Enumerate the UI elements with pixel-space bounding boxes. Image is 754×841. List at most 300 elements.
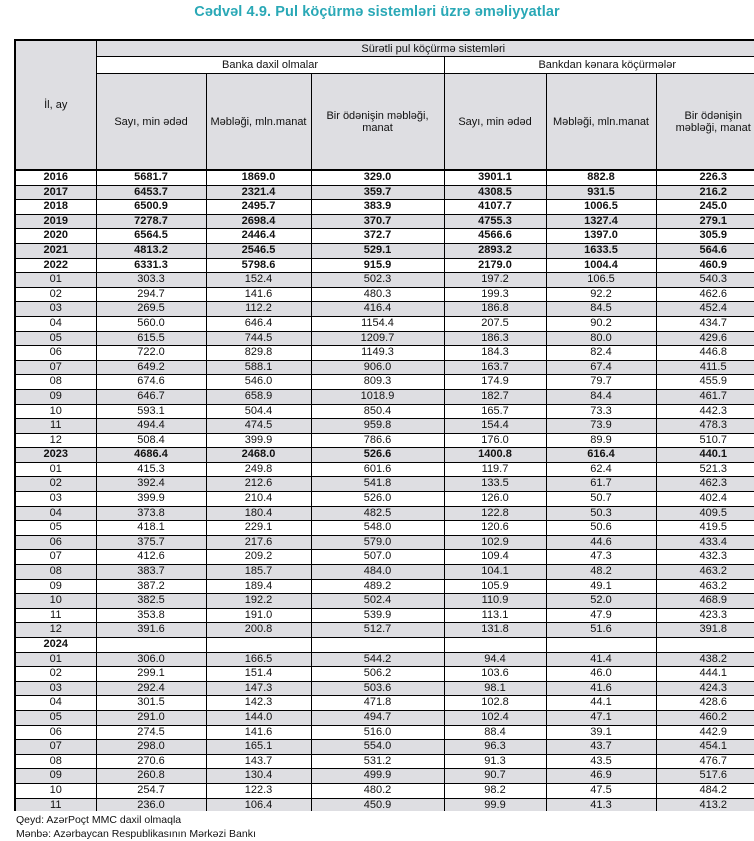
table-cell: 184.3 [444,346,546,361]
table-cell: 226.3 [656,170,754,185]
table-row [15,492,754,507]
table-cell: 112.2 [206,302,311,317]
table-cell: 274.5 [96,725,206,740]
table-cell: 2179.0 [444,258,546,273]
table-row [15,769,754,784]
table-cell: 48.2 [546,565,656,580]
table-cell: 460.9 [656,258,754,273]
table-cell: 506.2 [311,667,444,682]
table-cell: 102.4 [444,710,546,725]
table-cell: 786.6 [311,433,444,448]
table-cell: 850.4 [311,404,444,419]
table-row [15,185,754,200]
table-cell: 191.0 [206,608,311,623]
table-cell: 73.3 [546,404,656,419]
table-cell: 291.0 [96,710,206,725]
table-container [14,39,754,811]
row-label: 02 [15,477,96,492]
table-cell: 299.1 [96,667,206,682]
table-cell: 133.5 [444,477,546,492]
table-cell: 601.6 [311,462,444,477]
table-cell: 462.6 [656,287,754,302]
row-label: 03 [15,492,96,507]
row-label: 11 [15,608,96,623]
table-cell: 418.1 [96,521,206,536]
table-cell: 229.1 [206,521,311,536]
row-label: 2020 [15,229,96,244]
table-row [15,754,754,769]
table-cell: 391.6 [96,623,206,638]
row-label: 09 [15,389,96,404]
table-cell: 245.0 [656,200,754,215]
table-cell: 174.9 [444,375,546,390]
table-cell: 99.9 [444,798,546,811]
table-cell [444,638,546,653]
table-cell: 165.7 [444,404,546,419]
table-cell: 104.1 [444,565,546,580]
table-cell: 560.0 [96,316,206,331]
table-cell: 484.2 [656,783,754,798]
table-cell: 423.3 [656,608,754,623]
table-cell [96,638,206,653]
table-row [15,579,754,594]
table-cell: 402.4 [656,492,754,507]
table-cell: 301.5 [96,696,206,711]
table-cell: 43.5 [546,754,656,769]
table-cell: 50.7 [546,492,656,507]
table-cell: 462.3 [656,477,754,492]
table-cell: 1018.9 [311,389,444,404]
table-cell: 1006.5 [546,200,656,215]
table-cell: 303.3 [96,273,206,288]
table-cell: 489.2 [311,579,444,594]
table-cell: 412.6 [96,550,206,565]
table-cell: 416.4 [311,302,444,317]
row-label: 06 [15,346,96,361]
table-row [15,389,754,404]
table-cell: 180.4 [206,506,311,521]
table-cell: 96.3 [444,740,546,755]
table-cell: 144.0 [206,710,311,725]
table-cell: 370.7 [311,214,444,229]
table-cell: 152.4 [206,273,311,288]
table-cell: 270.6 [96,754,206,769]
table-cell: 484.0 [311,565,444,580]
table-cell: 88.4 [444,725,546,740]
table-cell: 541.8 [311,477,444,492]
table-row [15,798,754,811]
table-cell: 41.3 [546,798,656,811]
table-cell: 92.2 [546,287,656,302]
table-cell: 260.8 [96,769,206,784]
row-label: 07 [15,740,96,755]
row-label: 05 [15,521,96,536]
row-label: 2019 [15,214,96,229]
table-cell: 452.4 [656,302,754,317]
table-cell: 39.1 [546,725,656,740]
table-cell: 141.6 [206,287,311,302]
row-label: 07 [15,550,96,565]
table-cell: 2698.4 [206,214,311,229]
table-cell [311,638,444,653]
row-label: 09 [15,769,96,784]
table-header [15,40,754,170]
table-row [15,433,754,448]
table-cell: 809.3 [311,375,444,390]
footnotes [16,813,736,841]
table-cell: 442.3 [656,404,754,419]
table-cell: 210.4 [206,492,311,507]
footnote-note: Qeyd: AzərPoçt MMC daxil olmaqla [16,814,182,826]
header-group-outside-bank-transfers: Bankdan kənara köçürmələr [444,57,754,74]
table-cell: 61.7 [546,477,656,492]
table-cell: 455.9 [656,375,754,390]
table-cell: 359.7 [311,185,444,200]
table-row [15,346,754,361]
table-row [15,638,754,653]
table-cell: 269.5 [96,302,206,317]
table-cell: 564.6 [656,243,754,258]
table-cell: 217.6 [206,535,311,550]
table-cell: 73.9 [546,419,656,434]
table-cell: 298.0 [96,740,206,755]
row-label: 12 [15,433,96,448]
table-row [15,652,754,667]
table-cell: 1400.8 [444,448,546,463]
row-label: 03 [15,302,96,317]
table-row [15,667,754,682]
table-cell: 674.6 [96,375,206,390]
row-label: 2016 [15,170,96,185]
table-cell: 79.7 [546,375,656,390]
table-cell: 113.1 [444,608,546,623]
row-label: 04 [15,696,96,711]
table-cell: 383.9 [311,200,444,215]
col-header-per-payment-inflows: Bir ödənişin məbləği, manat [311,74,444,171]
table-cell: 84.5 [546,302,656,317]
table-cell: 98.2 [444,783,546,798]
table-cell: 147.3 [206,681,311,696]
table-row [15,740,754,755]
table-cell: 480.3 [311,287,444,302]
table-row [15,404,754,419]
table-cell: 429.6 [656,331,754,346]
table-cell: 461.7 [656,389,754,404]
table-cell: 49.1 [546,579,656,594]
col-header-count-inflows: Sayı, min ədəd [96,74,206,171]
table-cell: 544.2 [311,652,444,667]
table-cell: 1633.5 [546,243,656,258]
table-cell: 442.9 [656,725,754,740]
table-cell: 105.9 [444,579,546,594]
row-label: 04 [15,316,96,331]
table-cell: 294.7 [96,287,206,302]
table-cell: 185.7 [206,565,311,580]
table-body [15,170,754,811]
table-cell: 959.8 [311,419,444,434]
table-cell: 722.0 [96,346,206,361]
table-cell: 413.2 [656,798,754,811]
row-label: 05 [15,331,96,346]
table-cell: 391.8 [656,623,754,638]
table-cell: 90.2 [546,316,656,331]
table-cell: 46.0 [546,667,656,682]
row-label: 01 [15,652,96,667]
table-cell: 658.9 [206,389,311,404]
row-label: 10 [15,594,96,609]
table-cell: 51.6 [546,623,656,638]
table-cell: 507.0 [311,550,444,565]
table-cell: 424.3 [656,681,754,696]
row-label: 04 [15,506,96,521]
table-cell: 4308.5 [444,185,546,200]
table-row [15,594,754,609]
table-row [15,214,754,229]
table-cell: 476.7 [656,754,754,769]
table-row [15,170,754,185]
table-cell: 143.7 [206,754,311,769]
table-cell: 554.0 [311,740,444,755]
row-label: 06 [15,535,96,550]
table-cell: 141.6 [206,725,311,740]
table-cell: 512.7 [311,623,444,638]
table-cell: 84.4 [546,389,656,404]
table-cell: 446.8 [656,346,754,361]
table-cell: 279.1 [656,214,754,229]
table-cell: 915.9 [311,258,444,273]
table-cell: 383.7 [96,565,206,580]
row-label: 01 [15,462,96,477]
table-row [15,462,754,477]
table-row [15,623,754,638]
table-cell: 41.6 [546,681,656,696]
table-cell: 91.3 [444,754,546,769]
table-cell: 5681.7 [96,170,206,185]
table-row [15,448,754,463]
table-cell: 4813.2 [96,243,206,258]
table-cell: 200.8 [206,623,311,638]
table-cell: 415.3 [96,462,206,477]
table-cell: 186.8 [444,302,546,317]
table-cell: 428.6 [656,696,754,711]
table-cell: 52.0 [546,594,656,609]
table-cell: 744.5 [206,331,311,346]
table-cell: 249.8 [206,462,311,477]
table-cell: 119.7 [444,462,546,477]
table-cell: 43.7 [546,740,656,755]
table-cell: 931.5 [546,185,656,200]
table-cell: 199.3 [444,287,546,302]
row-label: 08 [15,754,96,769]
footnote-source: Mənbə: Azərbaycan Respublikasının Mərkəzi Bankı [16,828,256,840]
table-cell: 254.7 [96,783,206,798]
transfers-table [14,39,754,811]
table-cell: 409.5 [656,506,754,521]
row-label: 11 [15,798,96,811]
table-row [15,681,754,696]
table-cell: 142.3 [206,696,311,711]
table-cell: 209.2 [206,550,311,565]
table-cell: 2446.4 [206,229,311,244]
table-cell: 444.1 [656,667,754,682]
table-row [15,506,754,521]
table-cell: 62.4 [546,462,656,477]
table-row [15,229,754,244]
table-cell: 131.8 [444,623,546,638]
table-cell: 478.3 [656,419,754,434]
table-cell: 6500.9 [96,200,206,215]
table-cell: 80.0 [546,331,656,346]
table-cell: 882.8 [546,170,656,185]
row-label: 11 [15,419,96,434]
table-cell: 517.6 [656,769,754,784]
table-cell: 480.2 [311,783,444,798]
table-cell: 122.8 [444,506,546,521]
table-cell: 540.3 [656,273,754,288]
table-cell: 2321.4 [206,185,311,200]
table-cell: 197.2 [444,273,546,288]
table-cell: 411.5 [656,360,754,375]
table-cell: 2893.2 [444,243,546,258]
table-cell: 47.9 [546,608,656,623]
table-cell: 504.4 [206,404,311,419]
table-cell: 419.5 [656,521,754,536]
table-cell: 593.1 [96,404,206,419]
table-cell: 46.9 [546,769,656,784]
table-cell: 1327.4 [546,214,656,229]
table-cell: 292.4 [96,681,206,696]
table-cell: 4566.6 [444,229,546,244]
table-cell: 829.8 [206,346,311,361]
table-cell: 463.2 [656,579,754,594]
table-cell: 44.6 [546,535,656,550]
row-label: 06 [15,725,96,740]
table-cell: 98.1 [444,681,546,696]
table-cell: 387.2 [96,579,206,594]
table-cell: 432.3 [656,550,754,565]
table-cell: 526.6 [311,448,444,463]
col-header-amount-outflows: Məbləği, mln.manat [546,74,656,171]
table-cell: 120.6 [444,521,546,536]
row-label: 03 [15,681,96,696]
table-row [15,200,754,215]
table-cell: 5798.6 [206,258,311,273]
table-cell: 392.4 [96,477,206,492]
table-cell: 588.1 [206,360,311,375]
table-cell: 176.0 [444,433,546,448]
table-cell: 122.3 [206,783,311,798]
table-cell: 516.0 [311,725,444,740]
table-cell: 4755.3 [444,214,546,229]
row-label: 02 [15,667,96,682]
table-row [15,273,754,288]
row-label: 2021 [15,243,96,258]
table-cell: 482.5 [311,506,444,521]
table-cell: 579.0 [311,535,444,550]
row-label: 2024 [15,638,96,653]
row-label: 01 [15,273,96,288]
table-cell: 1869.0 [206,170,311,185]
table-cell: 529.1 [311,243,444,258]
table-cell: 44.1 [546,696,656,711]
table-cell: 438.2 [656,652,754,667]
table-cell: 372.7 [311,229,444,244]
table-cell: 399.9 [96,492,206,507]
table-cell: 182.7 [444,389,546,404]
table-cell: 1209.7 [311,331,444,346]
table-row [15,725,754,740]
table-cell: 102.8 [444,696,546,711]
table-row [15,477,754,492]
table-cell: 1004.4 [546,258,656,273]
table-cell: 306.0 [96,652,206,667]
row-label: 2018 [15,200,96,215]
row-label: 05 [15,710,96,725]
table-cell: 109.4 [444,550,546,565]
table-row [15,243,754,258]
table-cell: 89.9 [546,433,656,448]
row-label: 02 [15,287,96,302]
table-cell: 154.4 [444,419,546,434]
table-cell: 1154.4 [311,316,444,331]
table-cell: 151.4 [206,667,311,682]
table-cell: 163.7 [444,360,546,375]
table-cell [656,638,754,653]
table-cell: 502.3 [311,273,444,288]
row-label: 2017 [15,185,96,200]
table-cell: 186.3 [444,331,546,346]
row-label: 09 [15,579,96,594]
table-cell: 126.0 [444,492,546,507]
table-cell: 166.5 [206,652,311,667]
table-cell: 305.9 [656,229,754,244]
table-row [15,258,754,273]
table-cell: 382.5 [96,594,206,609]
header-group-bank-inflows: Banka daxil olmalar [96,57,444,74]
table-cell: 2495.7 [206,200,311,215]
page-title: Cədvəl 4.9. Pul köçürmə sistemləri üzrə əməliyyatlar [194,4,560,20]
table-cell: 90.7 [444,769,546,784]
table-cell: 503.6 [311,681,444,696]
table-cell: 508.4 [96,433,206,448]
table-row [15,419,754,434]
col-header-il-ay: İl, ay [15,40,96,170]
table-row [15,375,754,390]
row-label: 10 [15,404,96,419]
table-cell: 399.9 [206,433,311,448]
table-row [15,696,754,711]
table-row [15,608,754,623]
table-cell: 548.0 [311,521,444,536]
table-cell: 3901.1 [444,170,546,185]
table-cell: 463.2 [656,565,754,580]
table-cell: 539.9 [311,608,444,623]
table-row [15,360,754,375]
table-cell: 616.4 [546,448,656,463]
table-row [15,565,754,580]
table-cell: 615.5 [96,331,206,346]
table-row [15,535,754,550]
table-cell: 329.0 [311,170,444,185]
table-cell: 646.7 [96,389,206,404]
col-header-count-outflows: Sayı, min ədəd [444,74,546,171]
table-cell: 7278.7 [96,214,206,229]
row-label: 12 [15,623,96,638]
table-cell: 207.5 [444,316,546,331]
table-cell: 110.9 [444,594,546,609]
col-header-amount-inflows: Məbləği, mln.manat [206,74,311,171]
table-cell: 2546.5 [206,243,311,258]
